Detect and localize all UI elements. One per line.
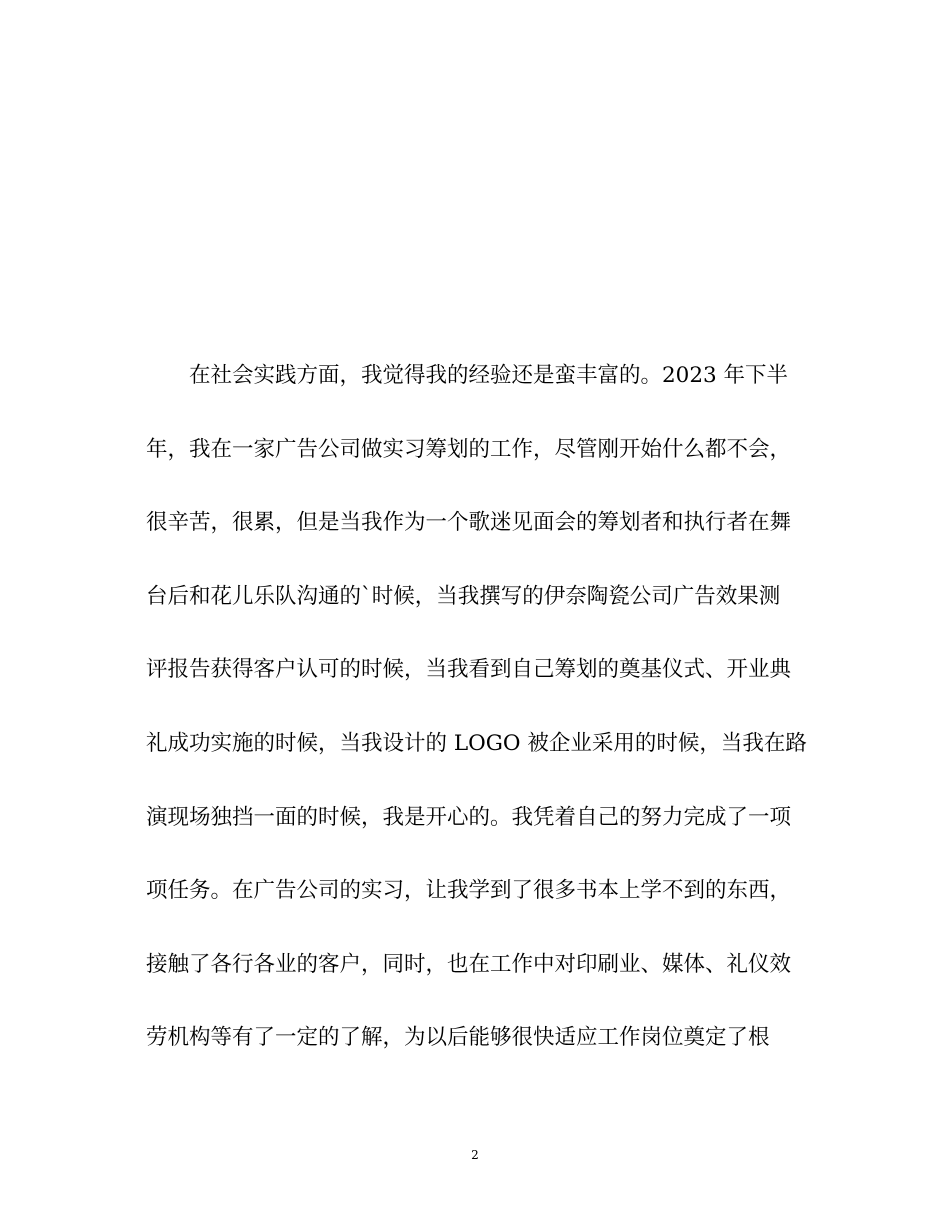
paragraph-line-2: 年，我在一家广告公司做实习筹划的工作，尽管刚开始什么都不会， xyxy=(146,436,792,462)
body-paragraph xyxy=(146,356,806,1092)
paragraph-line-9: 接触了各行各业的客户，同时，也在工作中对印刷业、媒体、礼仪效 xyxy=(146,951,792,977)
page-number: 2 xyxy=(471,1148,479,1162)
paragraph-line-8: 项任务。在广告公司的实习，让我学到了很多书本上学不到的东西， xyxy=(146,878,792,904)
paragraph-line-3: 很辛苦，很累，但是当我作为一个歌迷见面会的筹划者和执行者在舞 xyxy=(146,510,792,536)
paragraph-line-4: 台后和花儿乐队沟通的`时候，当我撰写的伊奈陶瓷公司广告效果测 xyxy=(146,583,781,609)
paragraph-line-10: 劳机构等有了一定的了解，为以后能够很快适应工作岗位奠定了根 xyxy=(146,1025,770,1051)
paragraph-line-5: 评报告获得客户认可的时候，当我看到自己筹划的奠基仪式、开业典 xyxy=(146,657,792,683)
paragraph-line-7: 演现场独挡一面的时候，我是开心的。我凭着自己的努力完成了一项 xyxy=(146,804,792,830)
paragraph-line-6: 礼成功实施的时候，当我设计的 LOGO 被企业采用的时候，当我在路 xyxy=(146,730,807,756)
paragraph-line-1: 在社会实践方面，我觉得我的经验还是蛮丰富的。2023 年下半 xyxy=(189,363,789,388)
